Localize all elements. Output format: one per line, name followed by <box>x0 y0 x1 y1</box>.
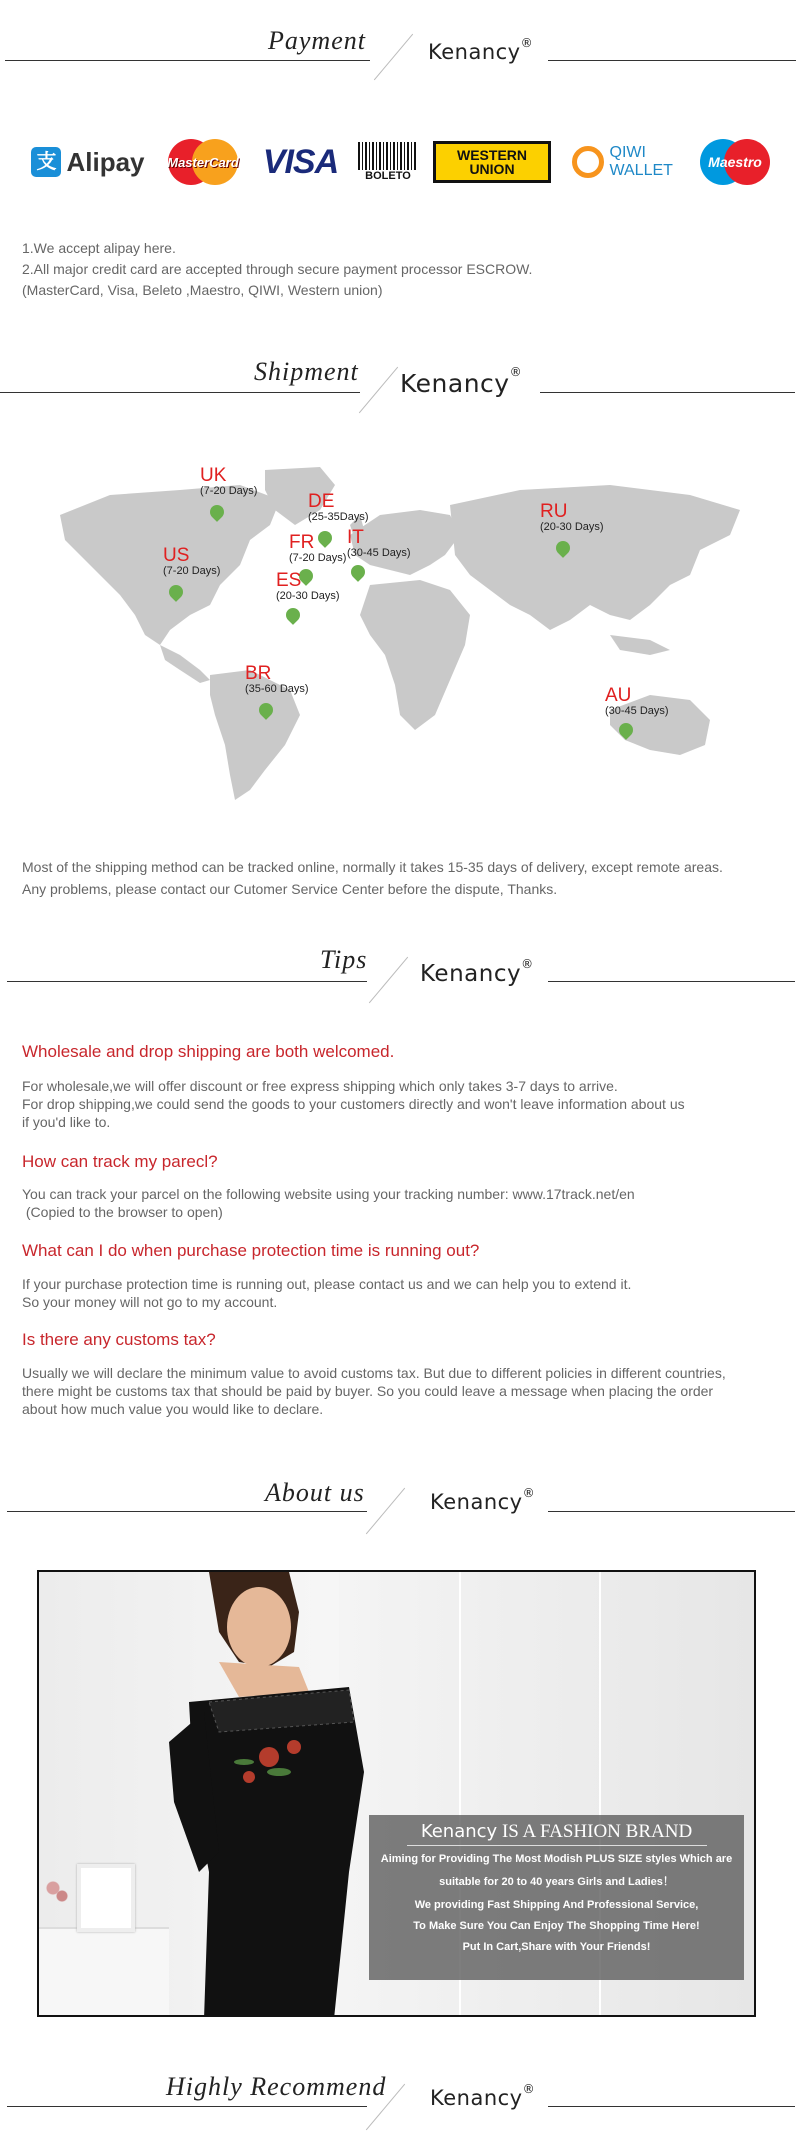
shipment-text <box>22 856 762 900</box>
alipay-logo: 支 Alipay <box>28 132 148 192</box>
region-days: (30-45 Days) <box>605 705 669 717</box>
region-code: AU <box>605 685 632 706</box>
payment-line: (MasterCard, Visa, Beleto ,Maestro, QIWI, Western union) <box>22 282 383 298</box>
about-line: Aiming for Providing The Most Modish PLUS SIZE styles Which are <box>380 1853 733 1865</box>
divider-left <box>7 1511 367 1512</box>
divider-right <box>548 981 795 982</box>
divider-slash <box>366 1488 405 1535</box>
photo-frame-image <box>77 1864 135 1932</box>
region-it <box>347 529 411 559</box>
world-map-graphic <box>50 455 750 815</box>
tip-question: How can track my parecl? <box>22 1152 218 1171</box>
region-br <box>245 665 309 695</box>
payment-header <box>0 22 800 92</box>
shipment-header <box>0 355 800 425</box>
maestro-logo: Maestro <box>695 132 775 192</box>
tip-question: Wholesale and drop shipping are both welcomed. <box>22 1042 395 1061</box>
region-code: ES <box>276 570 302 591</box>
tip-question: Is there any customs tax? <box>22 1330 216 1349</box>
section-title: Shipment <box>254 357 359 386</box>
recommend-header <box>0 2072 800 2142</box>
region-code: FR <box>289 532 315 553</box>
about-line: To Make Sure You Can Enjoy The Shopping Time Here! <box>413 1920 700 1932</box>
region-days: (30-45 Days) <box>347 547 411 559</box>
divider-left <box>5 60 370 61</box>
region-code: UK <box>200 465 227 486</box>
tips-header <box>0 945 800 1015</box>
western-union-logo: WESTERN UNION <box>433 132 551 192</box>
region-de <box>308 493 369 523</box>
divider-right <box>548 1511 795 1512</box>
tip-answer: Usually we will declare the minimum value to avoid customs tax. But due to different policies in different countries, there might be customs tax that should be paid by buyer. So you could leave a message when placing the order about how much value you would like to declare. <box>22 1365 726 1417</box>
visa-logo: VISA <box>262 142 339 181</box>
about-text-overlay <box>369 1815 744 1980</box>
region-fr <box>289 534 346 564</box>
about-headline: Kenancy IS A FASHION BRAND <box>407 1821 707 1846</box>
region-us <box>163 547 220 577</box>
shipment-line: Most of the shipping method can be tracked online, normally it takes 15-35 days of delivery, except remote areas. <box>22 859 723 875</box>
payment-text <box>22 238 762 301</box>
region-days: (7-20 Days) <box>200 485 258 497</box>
divider-right <box>548 60 796 61</box>
section-title: About us <box>265 1478 365 1507</box>
section-title: Tips <box>320 945 368 974</box>
payment-logos <box>20 132 780 192</box>
flowers-image <box>41 1872 71 1912</box>
tip-question: What can I do when purchase protection time is running out? <box>22 1241 480 1260</box>
region-code: DE <box>308 491 335 512</box>
about-header <box>0 1478 800 1548</box>
about-line: Put In Cart,Share with Your Friends! <box>462 1941 651 1953</box>
brand-logo: Kenancy® <box>420 957 534 987</box>
region-code: US <box>163 545 190 566</box>
region-days: (20-30 Days) <box>276 590 340 602</box>
region-days: (7-20 Days) <box>289 552 347 564</box>
divider-left <box>7 2106 367 2107</box>
brand-logo: Kenancy® <box>400 365 523 398</box>
region-code: RU <box>540 501 568 522</box>
payment-line: 1.We accept alipay here. <box>22 240 176 256</box>
region-code: BR <box>245 663 272 684</box>
divider-right <box>540 392 795 393</box>
region-days: (20-30 Days) <box>540 521 604 533</box>
mastercard-logo: MasterCard <box>163 132 243 192</box>
tip-answer: You can track your parcel on the following website using your tracking number: www.17track.net/en (Copied to the browser to open) <box>22 1186 635 1220</box>
barcode-icon <box>358 142 418 170</box>
payment-line: 2.All major credit card are accepted through secure payment processor ESCROW. <box>22 261 533 277</box>
region-days: (35-60 Days) <box>245 683 309 695</box>
about-banner <box>37 1570 756 2017</box>
boleto-logo: BOLETO <box>353 132 423 192</box>
divider-left <box>7 981 367 982</box>
world-map <box>50 455 750 815</box>
about-line: We providing Fast Shipping And Professional Service, <box>414 1899 699 1911</box>
about-line: suitable for 20 to 40 years Girls and Ladies！ <box>439 1876 674 1888</box>
tip-answer: If your purchase protection time is running out, please contact us and we can help you to extend it. So your money will not go to my account. <box>22 1276 632 1310</box>
region-uk <box>200 467 257 497</box>
brand-logo: Kenancy® <box>428 36 534 64</box>
region-code: IT <box>347 527 364 548</box>
divider-slash <box>374 34 413 81</box>
section-title: Payment <box>268 26 366 55</box>
qiwi-wallet-logo: QIWI WALLET <box>563 132 688 192</box>
divider-slash <box>369 957 408 1004</box>
alipay-icon: 支 <box>31 147 61 177</box>
qiwi-icon <box>572 146 604 178</box>
brand-logo: Kenancy® <box>430 2082 536 2110</box>
divider-right <box>548 2106 795 2107</box>
divider-slash <box>359 367 398 414</box>
section-title: Highly Recommend <box>166 2072 387 2101</box>
region-ru <box>540 503 604 533</box>
brand-logo: Kenancy® <box>430 1486 536 1514</box>
divider-left <box>0 392 360 393</box>
region-au <box>605 687 669 717</box>
region-es <box>276 572 340 602</box>
shipment-line: Any problems, please contact our Cutomer Service Center before the dispute, Thanks. <box>22 881 558 897</box>
region-days: (25-35Days) <box>308 511 369 523</box>
tip-answer: For wholesale,we will offer discount or free express shipping which only takes 3-7 days to arrive. For drop shipping,we could send the goods to your customers directly and won't leave information about us if you'd like to. <box>22 1078 685 1130</box>
region-days: (7-20 Days) <box>163 565 221 577</box>
